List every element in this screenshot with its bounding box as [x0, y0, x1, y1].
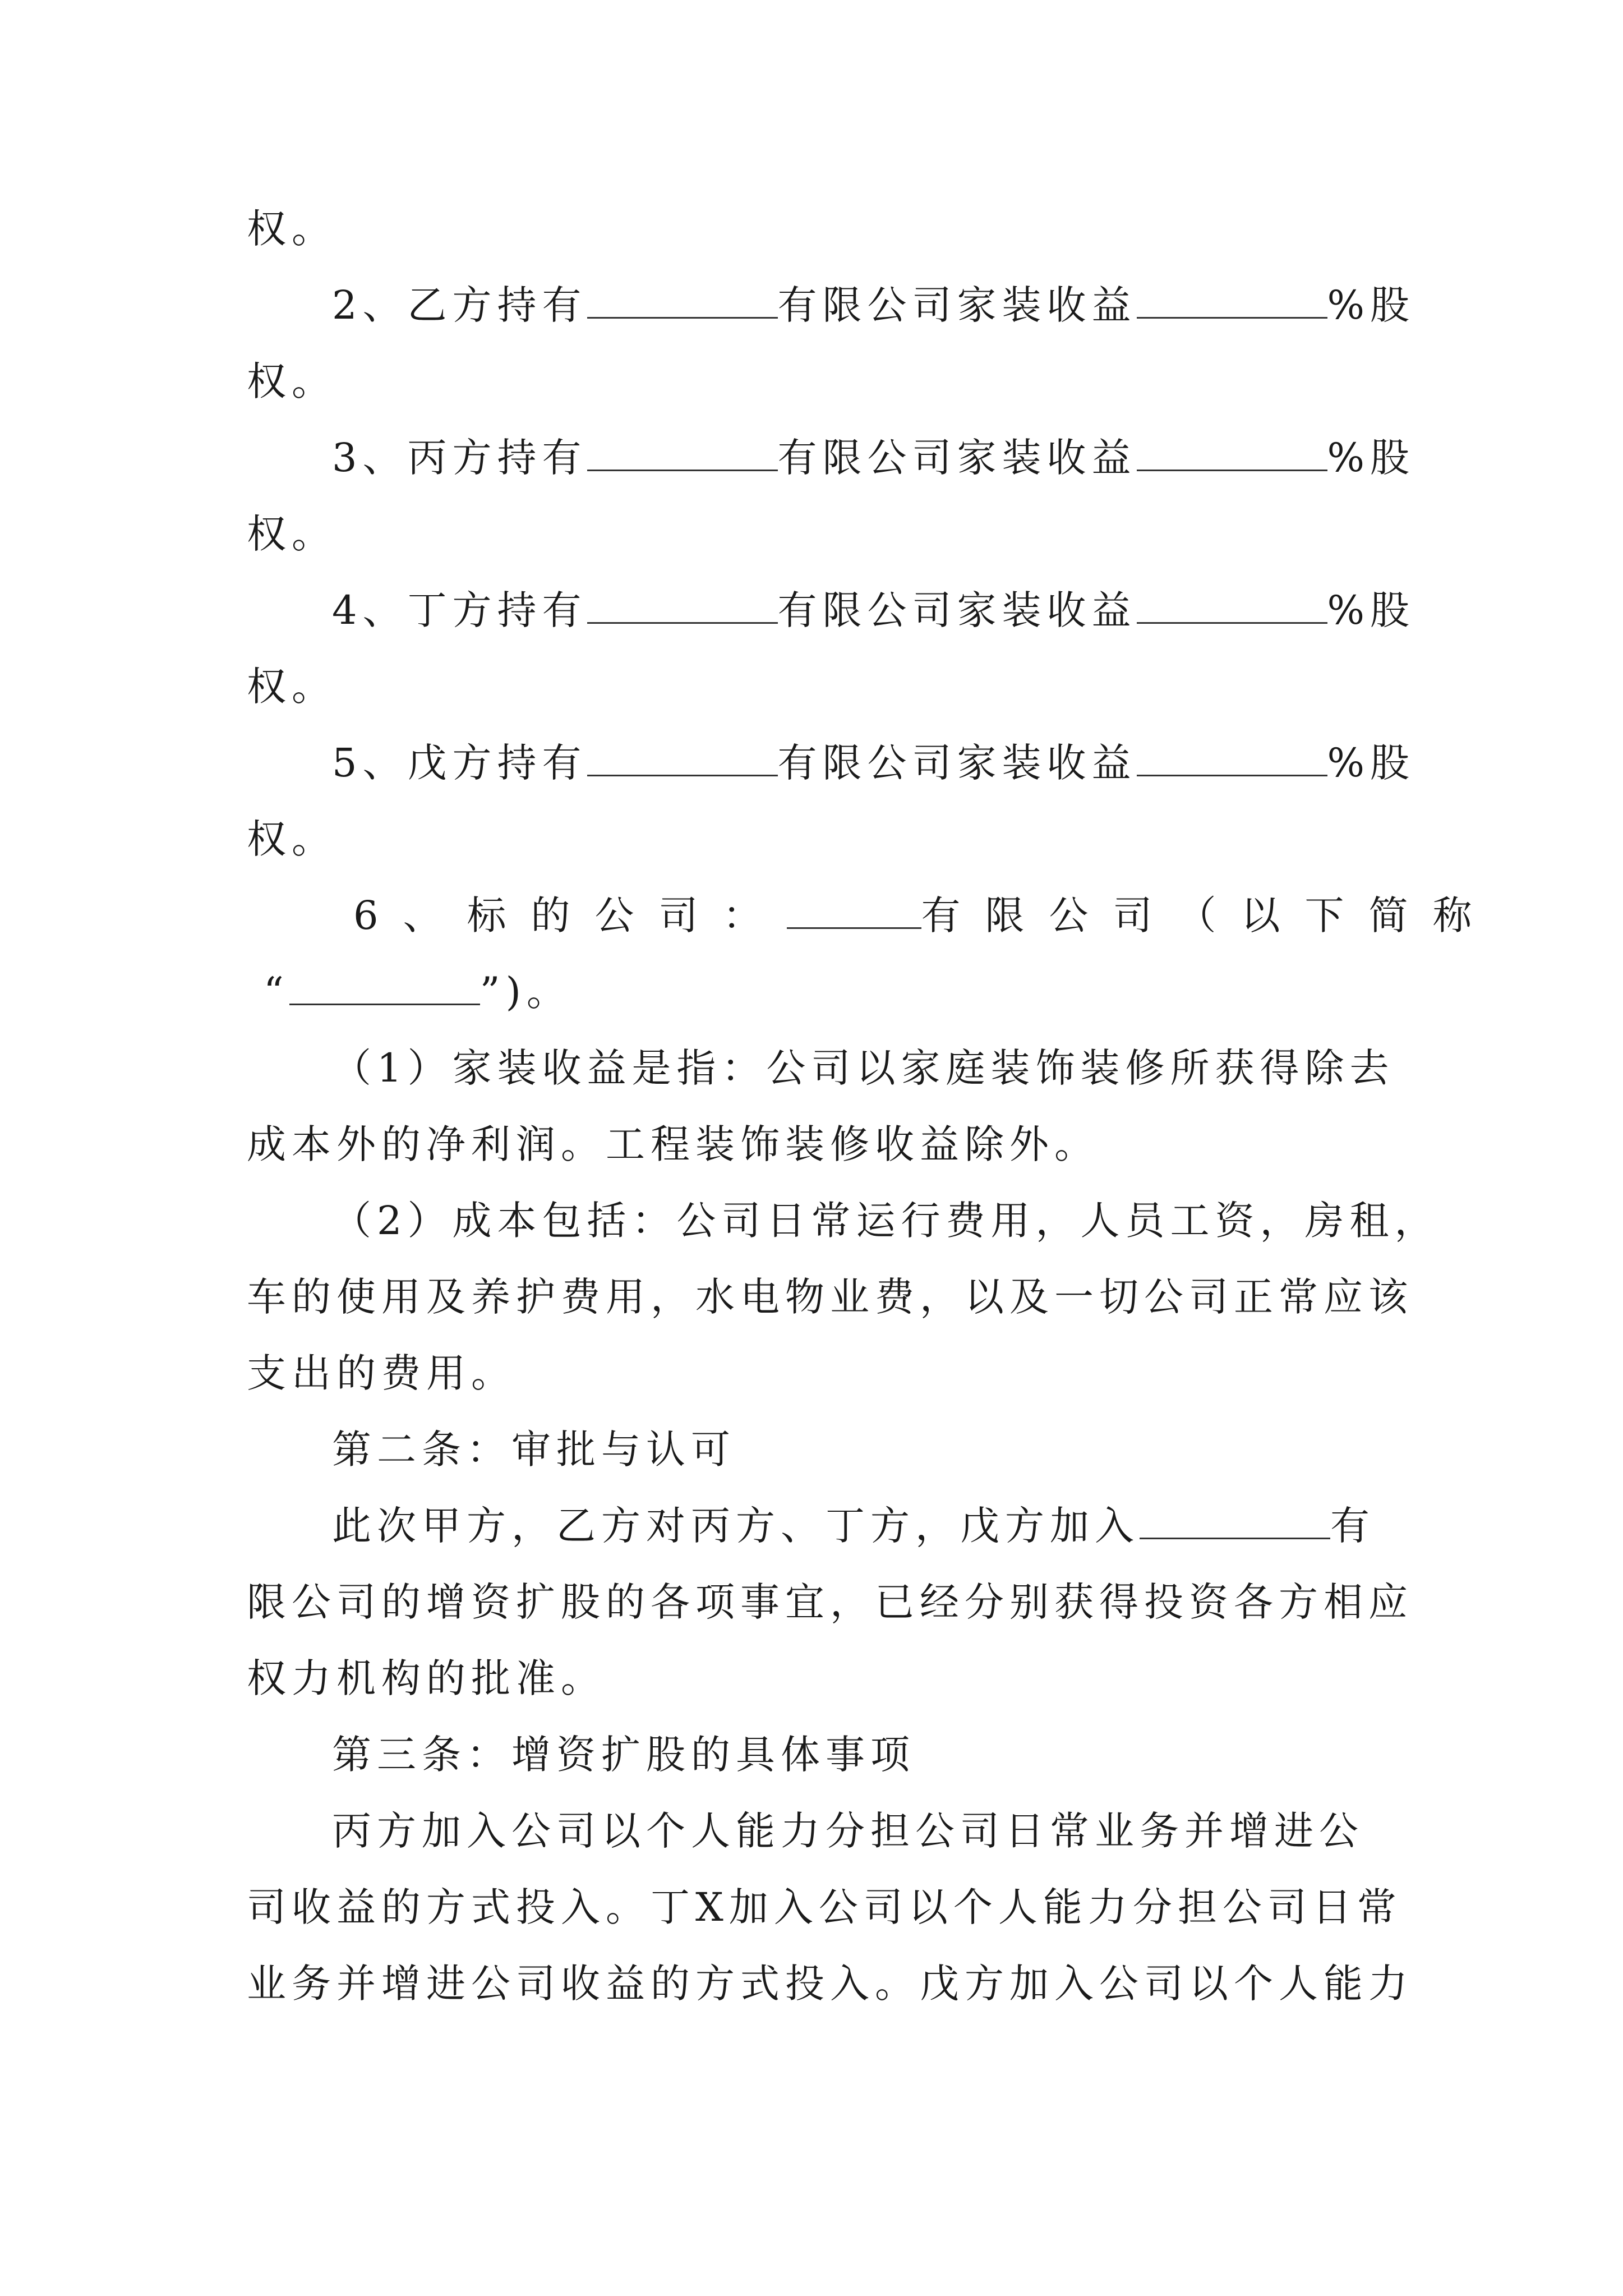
blank-field — [587, 588, 778, 624]
text-line: 权。 — [247, 511, 336, 557]
clause-5: 5、戊方持有 有限公司家装收益 %股 — [332, 740, 1415, 786]
clause-4: 4、丁方持有 有限公司家装收益 %股 — [332, 587, 1415, 633]
document-page — [247, 191, 1497, 2022]
clause-3: 3、丙方持有 有限公司家装收益 %股 — [332, 435, 1415, 481]
blank-field — [587, 741, 778, 776]
text-line: 权。 — [247, 816, 336, 862]
text-line: 权。 — [247, 358, 336, 404]
blank-field — [587, 283, 778, 319]
text-line: “ ”)。 — [264, 969, 571, 1015]
text-line: 支出的费用。 — [247, 1350, 516, 1396]
text-line: 业务并增进公司收益的方式投入。戊方加入公司以个人能力 — [247, 1961, 1413, 2007]
text-line: 车的使用及养护费用，水电物业费，以及一切公司正常应该 — [247, 1274, 1413, 1320]
text-line: 此次甲方，乙方对丙方、丁方，戊方加入 有 — [332, 1503, 1375, 1549]
section-heading: 第二条：审批与认可 — [332, 1427, 736, 1473]
clause-6: 6、标的公司： 有限公司（以下简称 — [353, 892, 1497, 938]
text-line: 权力机构的批准。 — [247, 1655, 606, 1701]
text-line: 司收益的方式投入。丁X加入公司以个人能力分担公司日常 — [247, 1884, 1402, 1930]
blank-field — [1137, 283, 1327, 319]
text-line: （1）家装收益是指：公司以家庭装饰装修所获得除去 — [332, 1045, 1395, 1091]
text-line: 限公司的增资扩股的各项事宜，已经分别获得投资各方相应 — [247, 1579, 1413, 1625]
blank-field — [1140, 1504, 1330, 1539]
clause-2: 2、乙方持有 有限公司家装收益 %股 — [332, 282, 1415, 328]
text-line: 权。 — [247, 664, 336, 710]
text-line: 成本外的净利润。工程装饰装修收益除外。 — [247, 1121, 1099, 1167]
text-line: 权。 — [247, 206, 336, 252]
text-line: 丙方加入公司以个人能力分担公司日常业务并增进公 — [332, 1808, 1364, 1854]
blank-field — [787, 894, 921, 929]
blank-field — [289, 970, 480, 1005]
blank-field — [587, 436, 778, 471]
text-line: （2）成本包括：公司日常运行费用，人员工资，房租， — [332, 1198, 1440, 1244]
blank-field — [1137, 741, 1327, 776]
blank-field — [1137, 588, 1327, 624]
blank-field — [1137, 436, 1327, 471]
section-heading: 第三条：增资扩股的具体事项 — [332, 1732, 915, 1778]
